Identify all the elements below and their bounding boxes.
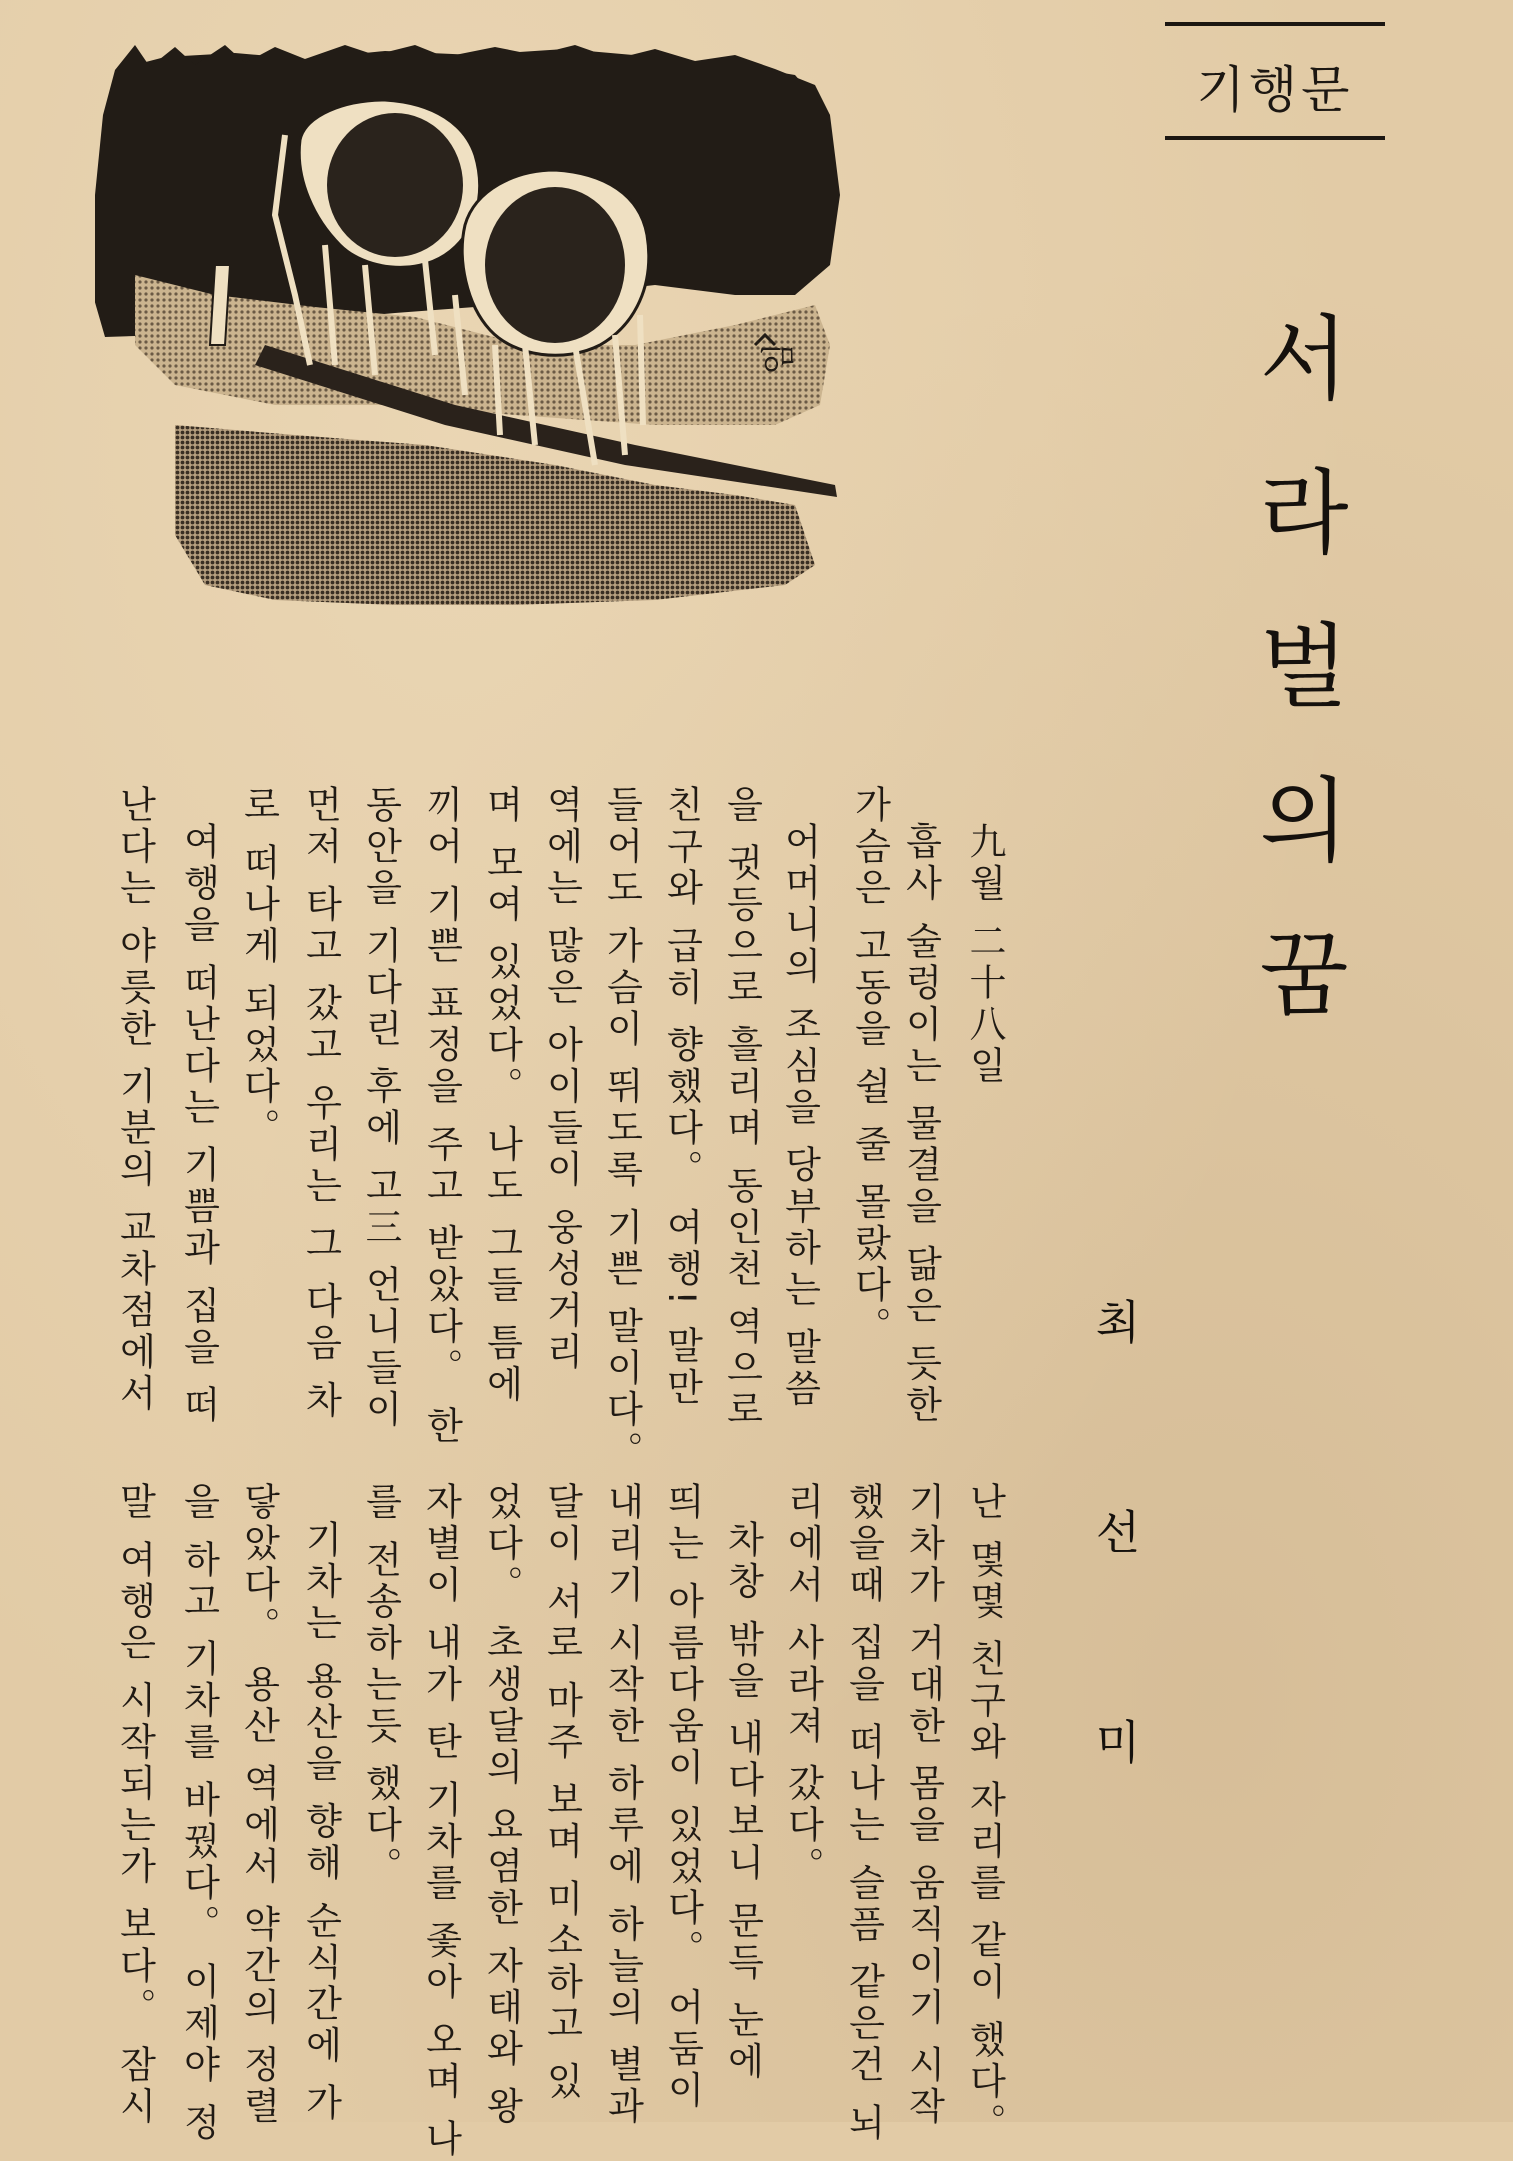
section-label xyxy=(1165,22,1385,140)
article-column: 리에서 사라져 갔다。 xyxy=(781,1482,824,1889)
illustration xyxy=(95,45,1125,745)
article-column: 난 몇몇 친구와 자리를 같이 했다。 xyxy=(963,1482,1006,2145)
article-column: 었다。 초생달의 요염한 자태와 왕 xyxy=(480,1482,523,2129)
article-column: 친구와 급히 향했다。 여행! 말만 xyxy=(660,785,703,1409)
article-column: 어머니의 조심을 당부하는 말씀 xyxy=(778,822,821,1411)
article-column: 를 전송하는듯 했다。 xyxy=(359,1482,402,1889)
article-column: 九월 二十八일 xyxy=(963,822,1006,1088)
article-column: 달이 서로 마주 보며 미소하고 있 xyxy=(540,1482,583,2103)
article-column: 말 여행은 시작되는가 보다。 잠시 xyxy=(113,1482,156,2129)
article-column: 을 귓등으로 흘리며 동인천 역으로 xyxy=(720,785,763,1432)
article-column: 을 하고 기차를 바꿨다。 이제야 정 xyxy=(177,1482,220,2145)
article-column: 띄는 아름다움이 있었다。 어둠이 xyxy=(661,1482,704,2112)
article-column: 먼저 타고 갔고 우리는 그 다음 차 xyxy=(299,785,342,1423)
article-column: 자별이 내가 탄 기차를 좇아 오며 나 xyxy=(419,1482,462,2161)
article-column: 기차는 용산을 향해 순식간에 가 xyxy=(299,1520,342,2125)
illustration-drawing-icon xyxy=(95,45,1125,745)
article-column: 동안을 기다린 후에 고三 언니들이 xyxy=(359,785,402,1432)
article-column: 난다는 야릇한 기분의 교차점에서 xyxy=(113,785,156,1415)
article-column: 닿았다。 용산 역에서 약간의 정렬 xyxy=(237,1482,280,2129)
article-column: 역에는 많은 아이들이 웅성거리 xyxy=(540,785,583,1374)
article-column: 여행을 떠난다는 기쁨과 집을 떠 xyxy=(177,822,220,1427)
article-column: 가슴은 고동을 쉴 줄 몰랐다。 xyxy=(848,785,891,1349)
article-column: 기차가 거대한 몸을 움직이기 시작 xyxy=(902,1482,945,2129)
article-column: 로 떠나게 되었다。 xyxy=(237,785,280,1150)
illustrator-signature: 임 xyxy=(759,342,799,375)
article-title: 서라벌의꿈 xyxy=(1243,310,1350,1080)
article-column: 내리기 시작한 하루에 하늘의 별과 xyxy=(601,1482,644,2129)
article-column: 차창 밖을 내다보니 문득 눈에 xyxy=(721,1520,764,2084)
article-column: 했을때 집을 떠나는 슬픔 같은건 뇌 xyxy=(842,1482,885,2145)
author-name: 최선미 xyxy=(1088,1298,1142,1928)
article-column: 흡사 술렁이는 물결을 닮은 듯한 xyxy=(899,822,942,1427)
article-column: 끼어 기쁜 표정을 주고 받았다。 한 xyxy=(420,785,463,1448)
section-label-text: 기행문 xyxy=(1196,61,1354,119)
article-column: 며 모여 있었다。 나도 그들 틈에 xyxy=(480,785,523,1406)
article-column: 들어도 가슴이 뛰도록 기쁜 말이다。 xyxy=(600,785,643,1473)
